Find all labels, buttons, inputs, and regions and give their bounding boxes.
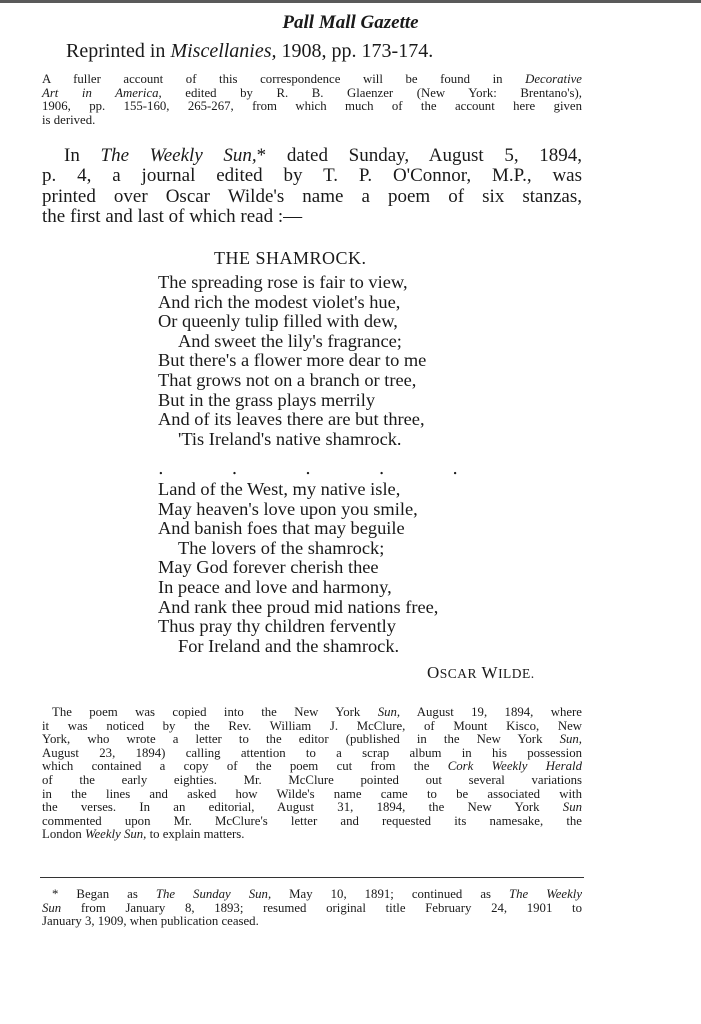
ellipsis-row: . . . . . xyxy=(158,458,458,479)
poem-title: THE SHAMROCK. xyxy=(214,248,367,268)
poem-line: And rich the modest violet's hue, xyxy=(158,291,401,312)
reprint-line: Reprinted in Miscellanies, 1908, pp. 173-174. xyxy=(66,40,434,62)
poem-line: And rank thee proud mid nations free, xyxy=(158,596,439,617)
running-head: Pall Mall Gazette xyxy=(282,12,419,33)
poem-line: Or queenly tulip filled with dew, xyxy=(158,311,398,332)
intro-paragraph: In The Weekly Sun,* dated Sunday, August 5, 1894, p. 4, a journal edited by T. P. O'Connor, M.P., was printed over Oscar Wilde's name a poem of six stanzas, the first and last of which read :— xyxy=(42,145,582,228)
poem-line: May heaven's love upon you smile, xyxy=(158,498,418,519)
poem-line: But in the grass plays merrily xyxy=(158,389,376,410)
poem-line: And banish foes that may beguile xyxy=(158,518,405,539)
footnote: * Began as The Sunday Sun, May 10, 1891; continued as The Weekly Sun from January 8, 1893; resumed original title February 24, 1901 to January 3, 1909, when publication ceased. xyxy=(42,887,582,929)
poem-line: For Ireland and the shamrock. xyxy=(178,635,400,656)
poem-line: May God forever cherish thee xyxy=(158,557,379,578)
intro-note: A fuller account of this correspondence will be found in Decorative Art in America, edited by R. B. Glaenzer (New York: Brentano's), 1906, pp. 155-160, 265-267, from which much of the account here given is derived. xyxy=(42,72,583,127)
poem-line: Land of the West, my native isle, xyxy=(158,479,401,499)
commentary-paragraph: The poem was copied into the New York Sun, August 19, 1894, where it was noticed by the Rev. William J. McClure, of Mount Kisco, New York, who wrote a letter to the editor (published in the New York Sun, August 23, 1894) calling attention to a scrap album in his possession which contained a copy of the poem cut from the Cork Weekly Herald of the early eighties. Mr. McClure pointed out several variations in the lines and asked how Wilde's name came to be associated with the verses. In an editorial, August 31, 1894, the New York Sun commented upon Mr. McClure's letter and requested its namesake, the London Weekly Sun, to explain matters. xyxy=(42,705,582,842)
poem-line: In peace and love and harmony, xyxy=(158,576,392,597)
poem-line: And of its leaves there are but three, xyxy=(158,409,425,430)
poem-line: The lovers of the shamrock; xyxy=(178,537,385,558)
poem-stanza-1 xyxy=(158,273,426,449)
author-signature: OSCAR WILDE. xyxy=(427,663,535,682)
poem-line: Thus pray thy children fervently xyxy=(158,616,396,637)
poem-line: 'Tis Ireland's native shamrock. xyxy=(178,428,402,449)
footnote-divider xyxy=(40,877,584,878)
poem-line: But there's a flower more dear to me xyxy=(158,350,427,371)
poem-line: The spreading rose is fair to view, xyxy=(158,272,408,292)
poem-stanza-2 xyxy=(158,480,438,656)
poem-line: And sweet the lily's fragrance; xyxy=(178,330,402,351)
poem-line: That grows not on a branch or tree, xyxy=(158,369,417,390)
